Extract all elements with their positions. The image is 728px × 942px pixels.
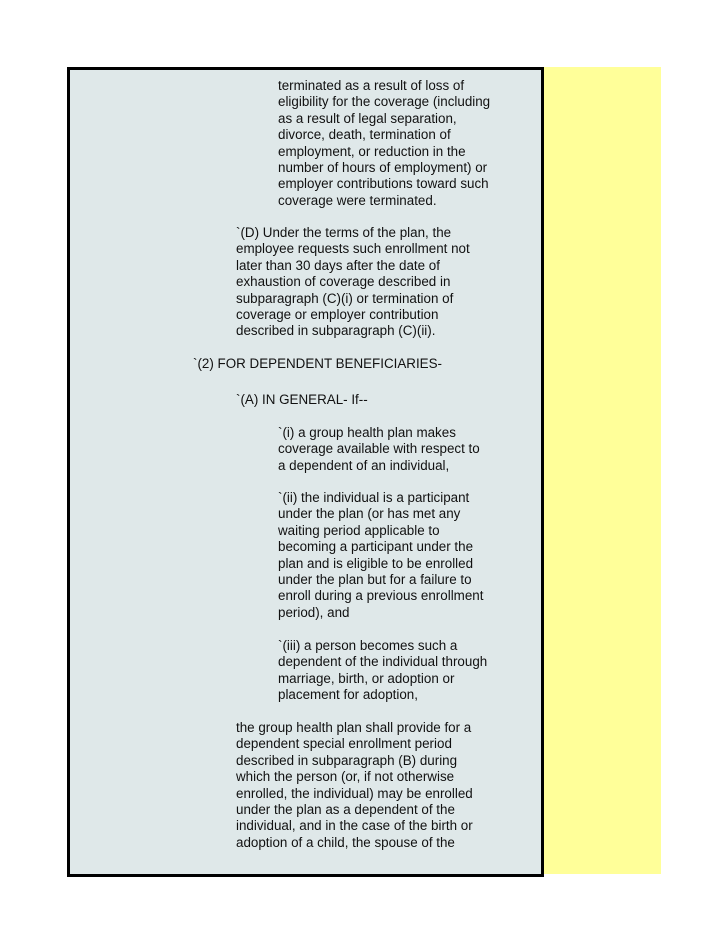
- heading-in-general: `(A) IN GENERAL- If--: [236, 392, 368, 407]
- side-note-panel: [544, 67, 661, 874]
- heading-dependent-beneficiaries: `(2) FOR DEPENDENT BENEFICIARIES-: [193, 356, 442, 371]
- paragraph-i: `(i) a group health plan makes coverage available with respect to a dependent of an individual,: [278, 425, 480, 473]
- main-text-panel: [67, 67, 544, 877]
- paragraph-d: `(D) Under the terms of the plan, the employee requests such enrollment not later than 30 days after the date of exhaustion of coverage described in subparagraph (C)(i) or termination of coverage or employer contribution described in subparagraph (C)(ii).: [236, 225, 470, 339]
- paragraph-closing: the group health plan shall provide for a dependent special enrollment period described in subparagraph (B) during which the person (or, if not otherwise enrolled, the individual) may be enrolled under the plan as a dependent of the individual, and in the case of the birth or adoption of a child, the spouse of the: [236, 720, 473, 850]
- paragraph-ii: `(ii) the individual is a participant under the plan (or has met any waiting period applicable to becoming a participant under the plan and is eligible to be enrolled under the plan but for a failure to enroll during a previous enrollment period), and: [278, 490, 484, 620]
- paragraph-iii: `(iii) a person becomes such a dependent of the individual through marriage, birth, or adoption or placement for adoption,: [278, 638, 488, 703]
- paragraph-continuation: terminated as a result of loss of eligibility for the coverage (including as a result of legal separation, divorce, death, termination of employment, or reduction in the number of hours of employment) or employer contributions toward such coverage were terminated.: [278, 78, 491, 208]
